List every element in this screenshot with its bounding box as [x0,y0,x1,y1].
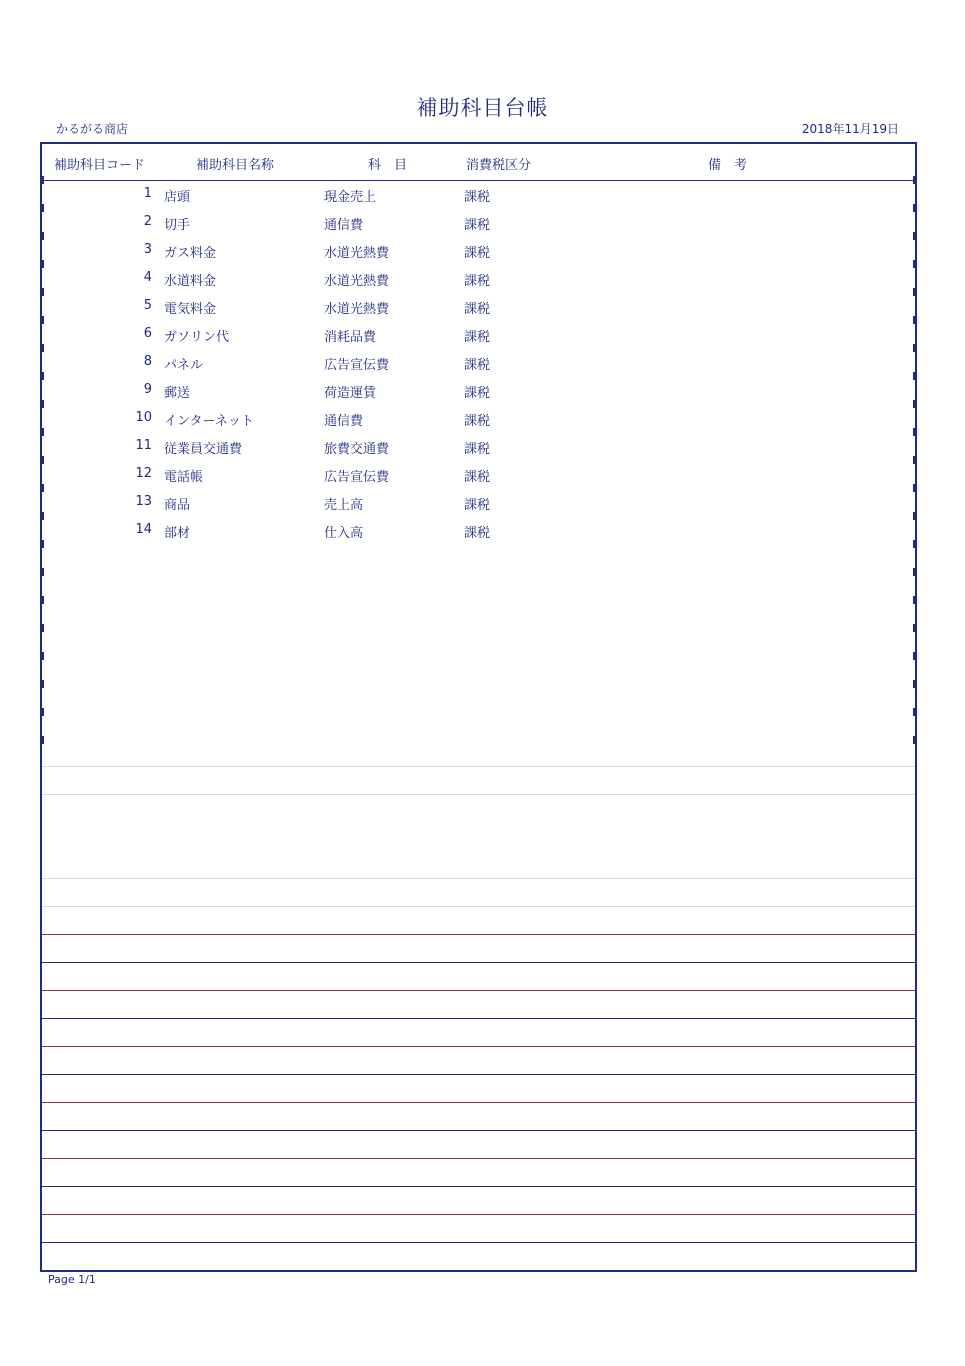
row-name: 郵送 [164,386,191,401]
table-row [42,264,915,292]
row-account: 消耗品費 [324,330,377,345]
table-row [42,460,915,488]
row-rule [42,1074,915,1075]
row-tax: 課税 [464,218,491,233]
row-code: 8 [143,354,152,369]
row-rule [42,794,915,795]
header-name: 補助科目名称 [196,158,275,173]
row-code: 10 [135,410,152,425]
row-rule [42,1158,915,1159]
table-row [42,516,915,544]
row-tax: 課税 [464,302,491,317]
header-account: 科 目 [368,158,408,173]
row-name: 電話帳 [164,470,204,485]
row-tax: 課税 [464,470,491,485]
row-account: 広告宣伝費 [324,470,390,485]
row-tick [42,708,44,716]
row-tick [913,736,915,744]
row-name: 切手 [164,218,191,233]
row-code: 12 [135,466,152,481]
row-rule [42,1102,915,1103]
row-tax: 課税 [464,498,491,513]
row-code: 9 [143,382,152,397]
row-name: 電気料金 [164,302,217,317]
row-account: 旅費交通費 [324,442,390,457]
ledger-table [40,142,917,1272]
row-tick [913,652,915,660]
row-tax: 課税 [464,526,491,541]
row-tick [913,624,915,632]
row-code: 1 [143,186,152,201]
row-name: インターネット [164,414,254,429]
row-rule [42,1186,915,1187]
row-tax: 課税 [464,190,491,205]
row-tax: 課税 [464,274,491,289]
row-account: 広告宣伝費 [324,358,390,373]
row-code: 3 [143,242,152,257]
table-row [42,236,915,264]
row-tax: 課税 [464,414,491,429]
row-rule [42,1046,915,1047]
row-code: 13 [135,494,152,509]
table-row [42,432,915,460]
row-tick [42,568,44,576]
row-tax: 課税 [464,330,491,345]
row-name: 部材 [164,526,191,541]
row-tick [42,624,44,632]
table-row [42,292,915,320]
table-row [42,488,915,516]
row-code: 2 [143,214,152,229]
row-tax: 課税 [464,246,491,261]
row-name: パネル [164,358,204,373]
row-code: 5 [143,298,152,313]
table-row [42,208,915,236]
table-row [42,180,915,208]
row-account: 水道光熱費 [324,274,390,289]
table-row [42,376,915,404]
company-name: かるがる商店 [56,122,129,136]
table-header [42,144,915,181]
row-account: 水道光熱費 [324,302,390,317]
row-tick [42,736,44,744]
row-account: 水道光熱費 [324,246,390,261]
row-tick [913,680,915,688]
row-name: 商品 [164,498,191,513]
row-rule [42,878,915,879]
row-name: 水道料金 [164,274,217,289]
table-row [42,404,915,432]
report-title: 補助科目台帳 [416,96,549,120]
table-row [42,348,915,376]
row-rule [42,1130,915,1131]
report-date: 2018年11月19日 [801,122,899,136]
row-tax: 課税 [464,358,491,373]
row-account: 通信費 [324,218,364,233]
row-name: ガソリン代 [164,330,230,345]
row-code: 11 [135,438,152,453]
row-rule [42,1242,915,1243]
row-tick [42,652,44,660]
row-rule [42,990,915,991]
row-rule [42,934,915,935]
row-account: 仕入高 [324,526,364,541]
row-rule [42,962,915,963]
row-rule [42,1018,915,1019]
table-body [42,180,915,544]
row-name: 従業員交通費 [164,442,243,457]
row-code: 4 [143,270,152,285]
row-account: 通信費 [324,414,364,429]
row-rule [42,1214,915,1215]
row-account: 荷造運賃 [324,386,377,401]
header-tax: 消費税区分 [466,158,532,173]
row-tick [913,596,915,604]
row-rule [42,906,915,907]
row-rule [42,766,915,767]
row-tax: 課税 [464,442,491,457]
row-name: ガス料金 [164,246,217,261]
row-name: 店頭 [164,190,191,205]
row-account: 現金売上 [324,190,377,205]
header-code: 補助科目コード [54,158,146,173]
page-footer: Page 1/1 [48,1273,96,1286]
row-tick [42,680,44,688]
table-row [42,320,915,348]
row-tick [913,708,915,716]
header-note: 備 考 [708,158,748,173]
row-code: 14 [135,522,152,537]
row-tick [42,596,44,604]
row-account: 売上高 [324,498,364,513]
row-code: 6 [143,326,152,341]
row-tick [913,568,915,576]
row-tax: 課税 [464,386,491,401]
